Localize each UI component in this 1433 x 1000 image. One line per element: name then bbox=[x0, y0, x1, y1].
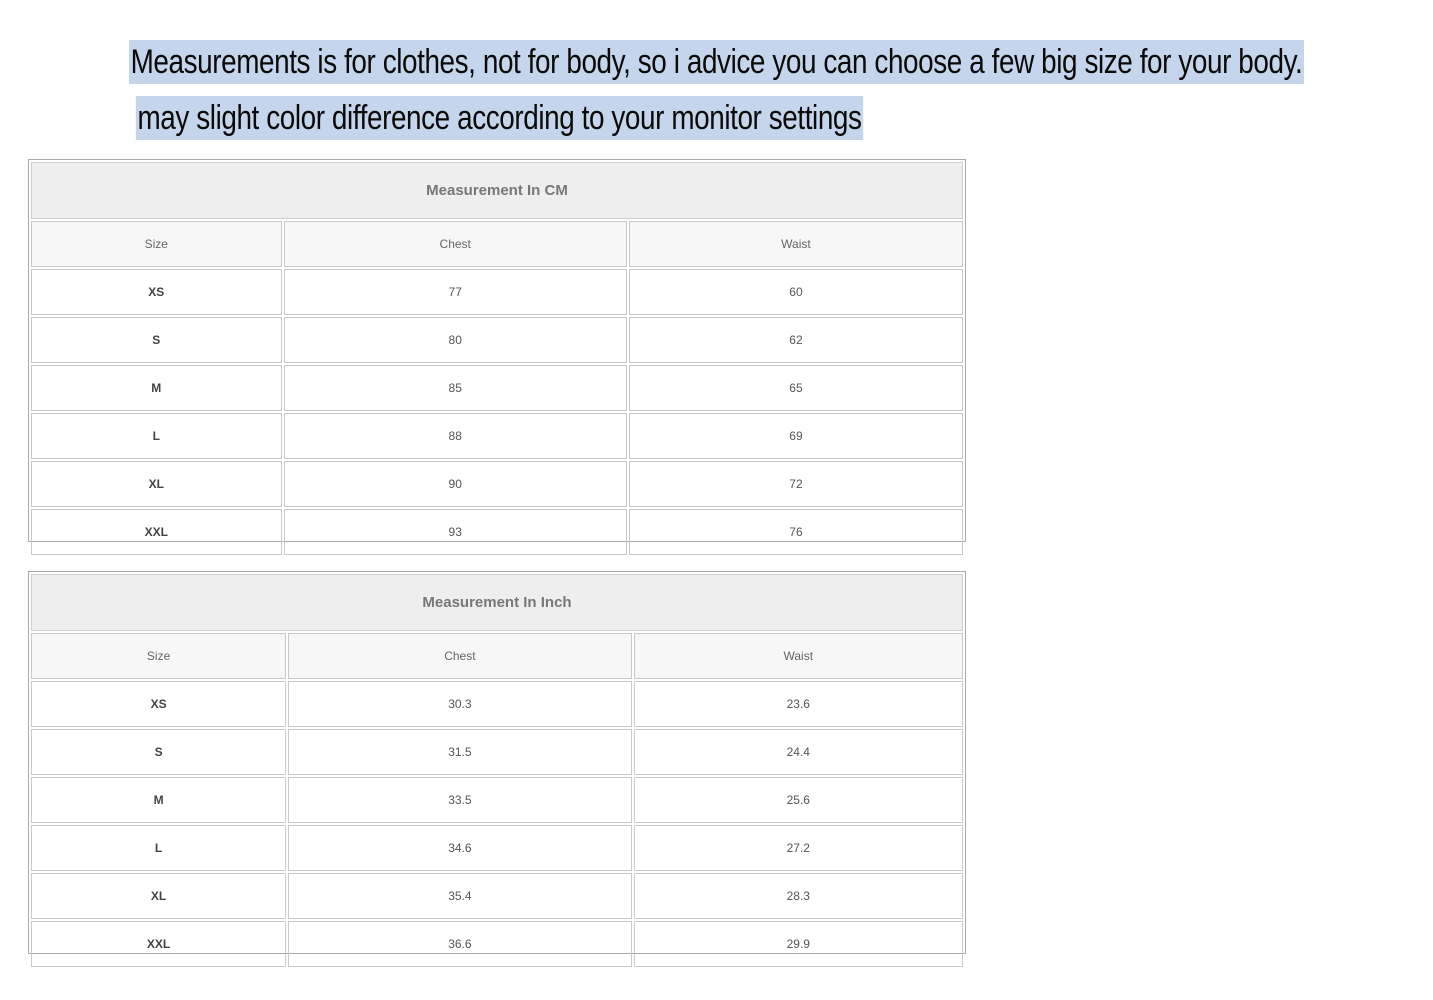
table-row bbox=[31, 921, 963, 967]
size-cell: M bbox=[31, 365, 282, 411]
size-cell: L bbox=[31, 413, 282, 459]
header-size: Size bbox=[31, 221, 282, 267]
table-row bbox=[31, 509, 963, 555]
table-row bbox=[31, 413, 963, 459]
waist-cell: 72 bbox=[629, 461, 963, 507]
size-cell: S bbox=[31, 729, 286, 775]
table-row bbox=[31, 873, 963, 919]
waist-cell: 23.6 bbox=[634, 681, 963, 727]
size-cell: S bbox=[31, 317, 282, 363]
notice-text-1: Measurements is for clothes, not for body, so i advice you can choose a few big size for your body. bbox=[129, 40, 1304, 84]
waist-cell: 65 bbox=[629, 365, 963, 411]
table-row bbox=[31, 825, 963, 871]
size-cell: XS bbox=[31, 269, 282, 315]
size-cell: XL bbox=[31, 873, 286, 919]
waist-cell: 28.3 bbox=[634, 873, 963, 919]
chest-cell: 90 bbox=[284, 461, 627, 507]
notice-line-1 bbox=[0, 40, 1303, 84]
size-cell: XL bbox=[31, 461, 282, 507]
table-row bbox=[31, 729, 963, 775]
waist-cell: 25.6 bbox=[634, 777, 963, 823]
waist-cell: 60 bbox=[629, 269, 963, 315]
size-cell: XXL bbox=[31, 509, 282, 555]
notice-line-2 bbox=[0, 96, 1000, 140]
waist-cell: 69 bbox=[629, 413, 963, 459]
size-table-inch bbox=[28, 571, 966, 954]
table-row bbox=[31, 365, 963, 411]
size-cell: XS bbox=[31, 681, 286, 727]
table-row bbox=[31, 461, 963, 507]
chest-cell: 30.3 bbox=[288, 681, 631, 727]
waist-cell: 27.2 bbox=[634, 825, 963, 871]
header-chest: Chest bbox=[284, 221, 627, 267]
table-caption: Measurement In CM bbox=[31, 162, 963, 219]
chest-cell: 33.5 bbox=[288, 777, 631, 823]
chest-cell: 31.5 bbox=[288, 729, 631, 775]
table-row bbox=[31, 681, 963, 727]
chest-cell: 85 bbox=[284, 365, 627, 411]
size-cell: XXL bbox=[31, 921, 286, 967]
size-cell: L bbox=[31, 825, 286, 871]
waist-cell: 24.4 bbox=[634, 729, 963, 775]
table-row bbox=[31, 317, 963, 363]
chest-cell: 36.6 bbox=[288, 921, 631, 967]
waist-cell: 76 bbox=[629, 509, 963, 555]
size-cell: M bbox=[31, 777, 286, 823]
chest-cell: 34.6 bbox=[288, 825, 631, 871]
notice-text-2: may slight color difference according to your monitor settings bbox=[136, 96, 863, 140]
table-row bbox=[31, 269, 963, 315]
header-waist: Waist bbox=[629, 221, 963, 267]
waist-cell: 29.9 bbox=[634, 921, 963, 967]
header-size: Size bbox=[31, 633, 286, 679]
chest-cell: 93 bbox=[284, 509, 627, 555]
chest-cell: 77 bbox=[284, 269, 627, 315]
table-row bbox=[31, 777, 963, 823]
waist-cell: 62 bbox=[629, 317, 963, 363]
size-table-cm bbox=[28, 159, 966, 542]
table-caption: Measurement In Inch bbox=[31, 574, 963, 631]
chest-cell: 80 bbox=[284, 317, 627, 363]
header-chest: Chest bbox=[288, 633, 631, 679]
header-waist: Waist bbox=[634, 633, 963, 679]
chest-cell: 88 bbox=[284, 413, 627, 459]
chest-cell: 35.4 bbox=[288, 873, 631, 919]
